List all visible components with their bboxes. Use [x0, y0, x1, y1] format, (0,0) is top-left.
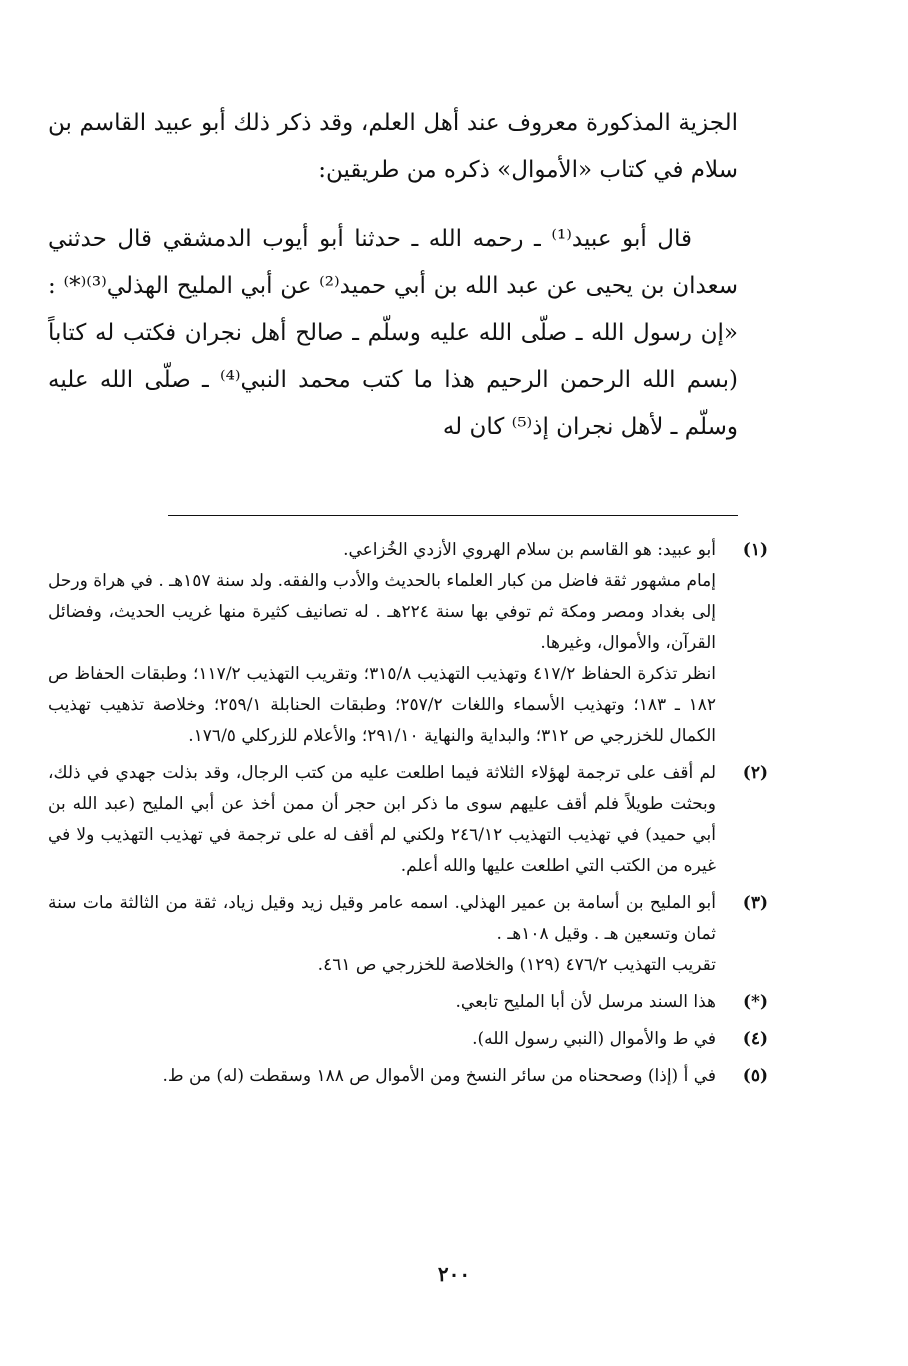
- footnote-text: في ط والأموال (النبي رسول الله).: [472, 1029, 716, 1049]
- footnote-text: أبو عبيد: هو القاسم بن سلام الهروي الأزدي الخُزاعي.: [343, 540, 716, 560]
- page-number: ٢٠٠: [437, 1262, 471, 1286]
- footnote-number: (٤): [742, 1029, 768, 1049]
- footnote-2: [48, 758, 768, 882]
- footnote-text: هذا السند مرسل لأن أبا المليح تابعي.: [455, 992, 716, 1012]
- main-text: [48, 100, 738, 451]
- footnote-text: في أ (إذا) وصححناه من سائر النسخ ومن الأموال ص ١٨٨ وسقطت (له) من ط.: [162, 1066, 716, 1086]
- footnote-3: [48, 888, 768, 981]
- main-paragraph: الجزية المذكورة معروف عند أهل العلم، وقد ذكر ذلك أبو عبيد القاسم بن سلام في كتاب «الأموال» ذكره من طريقين:: [48, 110, 738, 183]
- main-paragraph: قال أبو عبيد⁽¹⁾ ـ رحمه الله ـ حدثنا أبو أيوب الدمشقي قال حدثني سعدان بن يحيى عن عبد الله بن أبي حميد⁽²⁾ عن أبي المليح الهذلي⁽³⁾⁽*⁾ : «إن رسول الله ـ صلّى الله عليه وسلّم ـ صالح أهل نجران فكتب له كتاباً (بسم الله الرحمن الرحيم هذا ما كتب محمد النبي⁽⁴⁾ ـ صلّى الله عليه وسلّم ـ لأهل نجران إذ⁽⁵⁾ كان له: [48, 226, 738, 440]
- footnote-number: (٥): [742, 1066, 768, 1086]
- footnote-text: تقريب التهذيب ٤٧٦/٢ (١٢٩) والخلاصة للخزرجي ص ٤٦١.: [317, 955, 716, 975]
- footnote-divider: [168, 515, 738, 516]
- footnote-text: انظر تذكرة الحفاظ ٤١٧/٢ وتهذيب التهذيب ٣١٥/٨؛ وتقريب التهذيب ١١٧/٢؛ وطبقات الحفاظ ص ١٨٢ ـ ١٨٣؛ وتهذيب الأسماء واللغات ٢٥٧/٢؛ وطبقات الحنابلة ٢٥٩/١؛ وخلاصة تذهيب تهذيب الكمال للخزرجي ص ٣١٢؛ والبداية والنهاية ٢٩١/١٠؛ والأعلام للزركلي ١٧٦/٥.: [48, 664, 716, 746]
- footnote-4: [48, 1024, 768, 1055]
- footnote-number: (٣): [742, 893, 768, 913]
- footnote-text: إمام مشهور ثقة فاضل من كبار العلماء بالحديث والأدب والفقه. ولد سنة ١٥٧هـ . في هراة ورحل إلى بغداد ومصر ومكة ثم توفي بها سنة ٢٢٤هـ . له تصانيف كثيرة منها غريب الحديث، وفضائل القرآن، والأموال، وغيرها.: [48, 571, 716, 653]
- footnotes: [48, 535, 768, 1098]
- footnote-1: [48, 535, 768, 752]
- footnote-5: [48, 1061, 768, 1092]
- footnote-number: (١): [742, 540, 768, 560]
- footnote-number: (٢): [742, 763, 768, 783]
- footnote-star: [48, 987, 768, 1018]
- footnote-text: أبو المليح بن أسامة بن عمير الهذلي. اسمه عامر وقيل زيد وقيل زياد، ثقة من الثالثة مات سنة ثمان وتسعين هـ . وقيل ١٠٨هـ .: [48, 893, 716, 944]
- footnote-number: (*): [743, 992, 768, 1012]
- footnote-text: لم أقف على ترجمة لهؤلاء الثلاثة فيما اطلعت عليه من كتب الرجال، وقد بذلت جهدي في ذلك، وبحثت طويلاً فلم أقف عليهم سوى ما ذكر ابن حجر أن ممن أخذ عن أبي المليح (عبد الله بن أبي حميد) في تهذيب التهذيب ٢٤٦/١٢ ولكني لم أقف له على ترجمة في تهذيب التهذيب ولا في غيره من الكتب التي اطلعت عليها والله أعلم.: [48, 763, 717, 876]
